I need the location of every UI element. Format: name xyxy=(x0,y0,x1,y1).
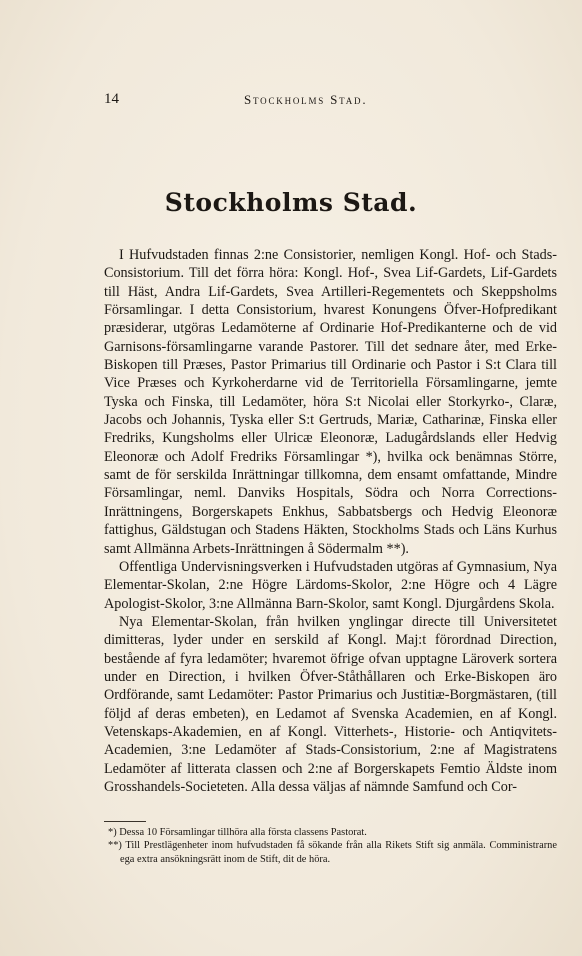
body-text xyxy=(104,246,557,796)
footnote: *) Dessa 10 Församlingar tillhöra alla första classens Pastorat. xyxy=(108,827,367,838)
paragraph: Offentliga Undervisningsverken i Hufvudstaden utgöras af Gymnasium, Nya Elementar-Skolan, 2:ne Högre Lärdoms-Skolor, 2:ne Högre och 4 Lägre Apologist-Skolor, 3:ne Allmänna Barn-Skolor, samt Kongl. Djurgårdens Skola. xyxy=(104,558,557,612)
footnote-rule xyxy=(104,821,146,822)
footnote: **) Till Prestlägenheter inom hufvudstaden få sökande från alla Rikets Stift sig anmäla. Comministrarne ega extra ansökningsrätt inom de Stift, dit de höra. xyxy=(108,840,557,865)
page-number: 14 xyxy=(104,91,119,107)
paragraph: I Hufvudstaden finnas 2:ne Consistorier, nemligen Kongl. Hof- och Stads-Consistorium. Till det förra höra: Kongl. Hof-, Svea Lif-Gardets, Lif-Gardets till Häst, Andra Lif-Gardets, Svea Artilleri-Regementets och Skeppsholms Församlingar. I detta Consistorium, hvarest Konungens Öfver-Hofpredikant præsiderar, utgöras Ledamöterne af Ordinarie Hof-Predikanterne och de vid Garnisons-församlingarne varande Pastorer. Till det sednare åter, med Erke-Biskopen till Præses, Pastor Primarius till Ordinarie och Pastor i S:t Clara till Vice Præses och Kyrkoherdarne vid de Territoriella Församlingarne, jemte Tyska och Finska, till Ledamöter, höra S:t Nicolai eller Storkyrko-, Claræ, Jacobs och Johannis, Tyska eller S:t Gertruds, Mariæ, Catharinæ, Finska eller Fredriks, Kungsholms eller Ulricæ Eleonoræ, Ladugårdslands eller Hedvig Eleonoræ och Adolf Fredriks Församlingar *), hvilka ock benämnas Större, samt de för serskilda Inrättningar tillkomna, dem ensamt omfattande, Mindre Församlingar, neml. Danviks Hospitals, Södra och Norra Corrections-Inrättningens, Borgerskapets Enkhus, Sabbatsbergs och Hedvig Eleonoræ fattighus, Gäldstugan och Stadens Häkten, Stockholms Stads och Läns Kurhus samt Allmänna Arbets-Inrättningen å Södermalm **). xyxy=(104,247,557,557)
chapter-title: Stockholms Stad. xyxy=(164,188,418,217)
running-head xyxy=(104,91,550,111)
paragraph: Nya Elementar-Skolan, från hvilken ynglingar directe till Universitetet dimitteras, lyder under en serskild af Kongl. Maj:t förordnad Direction, bestående af fyra ledamöter; hvaremot öfrige ofvan upptagne Läroverk sortera under en Direction, i hvilken Öfver-Ståthållaren och Erke-Biskopen äro Ordförande, samt Ledamöter: Pastor Primarius och Justitiæ-Borgmästaren, (till följd af deras embeten), en Ledamot af Svenska Academien, en af Kongl. Vetenskaps-Akademien, en af Kongl. Vitterhets-, Historie- och Antiqvitets-Academien, 3:ne Ledamöter af Stads-Consistorium, 2:ne af Magistratens Ledamöter af litterata classen och 2:ne af Borgerskapets Femtio Äldste inom Grosshandels-Societeten. Alla dessa väljas af nämnde Samfund och Cor- xyxy=(104,613,557,795)
running-title: Stockholms Stad. xyxy=(244,92,368,107)
footnotes xyxy=(104,826,557,866)
